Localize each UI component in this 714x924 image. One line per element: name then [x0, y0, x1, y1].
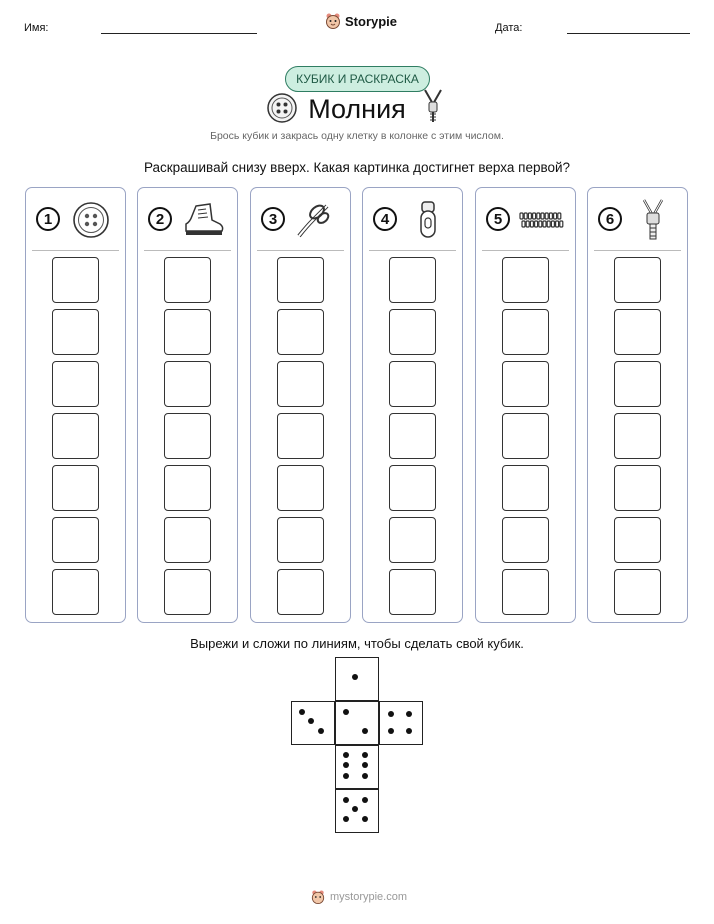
coloring-cell[interactable]: [614, 361, 661, 407]
coloring-cell[interactable]: [164, 465, 211, 511]
coloring-cell[interactable]: [52, 361, 99, 407]
coloring-cell[interactable]: [277, 361, 324, 407]
coloring-cell[interactable]: [614, 569, 661, 615]
pip: [308, 718, 314, 724]
pip: [362, 762, 368, 768]
coloring-cell[interactable]: [277, 465, 324, 511]
cut-instruction: Вырежи и сложи по линиям, чтобы сделать свой кубик.: [190, 636, 524, 651]
zipper-pull-icon: [405, 198, 451, 242]
pip: [318, 728, 324, 734]
coloring-cell[interactable]: [52, 465, 99, 511]
coloring-cell[interactable]: [502, 413, 549, 459]
coloring-cell[interactable]: [164, 517, 211, 563]
pip: [406, 711, 412, 717]
column-5: [475, 187, 576, 623]
coloring-cell[interactable]: [52, 413, 99, 459]
pip: [352, 674, 358, 680]
footer-url[interactable]: mystorypie.com: [330, 891, 408, 903]
dice-face-3: [291, 701, 335, 745]
column-divider: [594, 250, 681, 251]
coloring-cell[interactable]: [389, 309, 436, 355]
coloring-cell[interactable]: [164, 569, 211, 615]
dice-face-4: [379, 701, 423, 745]
coloring-cell[interactable]: [614, 465, 661, 511]
coloring-cell[interactable]: [502, 257, 549, 303]
coloring-cell[interactable]: [277, 413, 324, 459]
coloring-cell[interactable]: [389, 361, 436, 407]
coloring-cell[interactable]: [277, 569, 324, 615]
column-number: 6: [598, 207, 622, 231]
column-divider: [257, 250, 344, 251]
name-label: Имя:: [24, 22, 49, 34]
subtitle: Брось кубик и закрась одну клетку в колонке с этим числом.: [210, 130, 504, 142]
pip: [406, 728, 412, 734]
coloring-cell[interactable]: [52, 309, 99, 355]
coloring-cell[interactable]: [277, 309, 324, 355]
coloring-cell[interactable]: [164, 257, 211, 303]
button-icon: [68, 198, 114, 242]
pip: [343, 762, 349, 768]
column-divider: [482, 250, 569, 251]
column-3: [250, 187, 351, 623]
coloring-cell[interactable]: [614, 309, 661, 355]
column-number: 5: [486, 207, 510, 231]
boot-icon: [180, 198, 226, 242]
coloring-cell[interactable]: [614, 413, 661, 459]
date-label: Дата:: [495, 22, 523, 34]
date-line[interactable]: [567, 33, 690, 34]
instruction: Раскрашивай снизу вверх. Какая картинка достигнет верха первой?: [143, 160, 571, 175]
coloring-cell[interactable]: [389, 413, 436, 459]
coloring-cell[interactable]: [502, 361, 549, 407]
dice-face-6: [335, 745, 379, 789]
pip: [343, 797, 349, 803]
pip: [362, 773, 368, 779]
brand-logo: [325, 12, 397, 30]
coloring-cell[interactable]: [277, 517, 324, 563]
category-badge: КУБИК И РАСКРАСКА: [285, 66, 430, 92]
storypie-mascot-icon: [325, 12, 341, 30]
pip: [299, 709, 305, 715]
dice-face-5: [335, 789, 379, 833]
dice-face-2: [335, 701, 379, 745]
coloring-cell[interactable]: [52, 569, 99, 615]
pip: [362, 816, 368, 822]
column-number: 4: [373, 207, 397, 231]
coloring-cell[interactable]: [52, 517, 99, 563]
coloring-cell[interactable]: [277, 257, 324, 303]
storypie-mascot-icon: [311, 889, 325, 905]
column-number: 2: [148, 207, 172, 231]
pip: [362, 752, 368, 758]
coloring-cell[interactable]: [502, 569, 549, 615]
coloring-cell[interactable]: [164, 361, 211, 407]
coloring-cell[interactable]: [164, 309, 211, 355]
column-2: [137, 187, 238, 623]
coloring-cell[interactable]: [52, 257, 99, 303]
column-divider: [32, 250, 119, 251]
coloring-cell[interactable]: [614, 257, 661, 303]
coloring-cell[interactable]: [389, 569, 436, 615]
pip: [388, 711, 394, 717]
pip: [343, 816, 349, 822]
pip: [343, 709, 349, 715]
title-zipper-icon: [422, 88, 444, 124]
column-1: [25, 187, 126, 623]
coloring-cell[interactable]: [389, 465, 436, 511]
pip: [362, 797, 368, 803]
page-title: Молния: [308, 94, 406, 124]
coloring-cell[interactable]: [502, 309, 549, 355]
footer: [311, 889, 407, 905]
name-line[interactable]: [101, 33, 257, 34]
coloring-cell[interactable]: [614, 517, 661, 563]
column-divider: [144, 250, 231, 251]
brand-name: Storypie: [345, 13, 398, 29]
coloring-cell[interactable]: [502, 465, 549, 511]
rope-knot-icon: [293, 198, 339, 242]
column-4: [362, 187, 463, 623]
column-6: [587, 187, 688, 623]
column-divider: [369, 250, 456, 251]
coloring-cell[interactable]: [164, 413, 211, 459]
zipper-icon: [630, 198, 676, 242]
coloring-cell[interactable]: [389, 257, 436, 303]
pip: [362, 728, 368, 734]
column-number: 1: [36, 207, 60, 231]
pip: [343, 752, 349, 758]
dice-face-1: [335, 657, 379, 701]
column-number: 3: [261, 207, 285, 231]
pip: [343, 773, 349, 779]
zipper-teeth-icon: [518, 198, 564, 242]
pip: [352, 806, 358, 812]
pip: [388, 728, 394, 734]
coloring-cell[interactable]: [389, 517, 436, 563]
coloring-cell[interactable]: [502, 517, 549, 563]
